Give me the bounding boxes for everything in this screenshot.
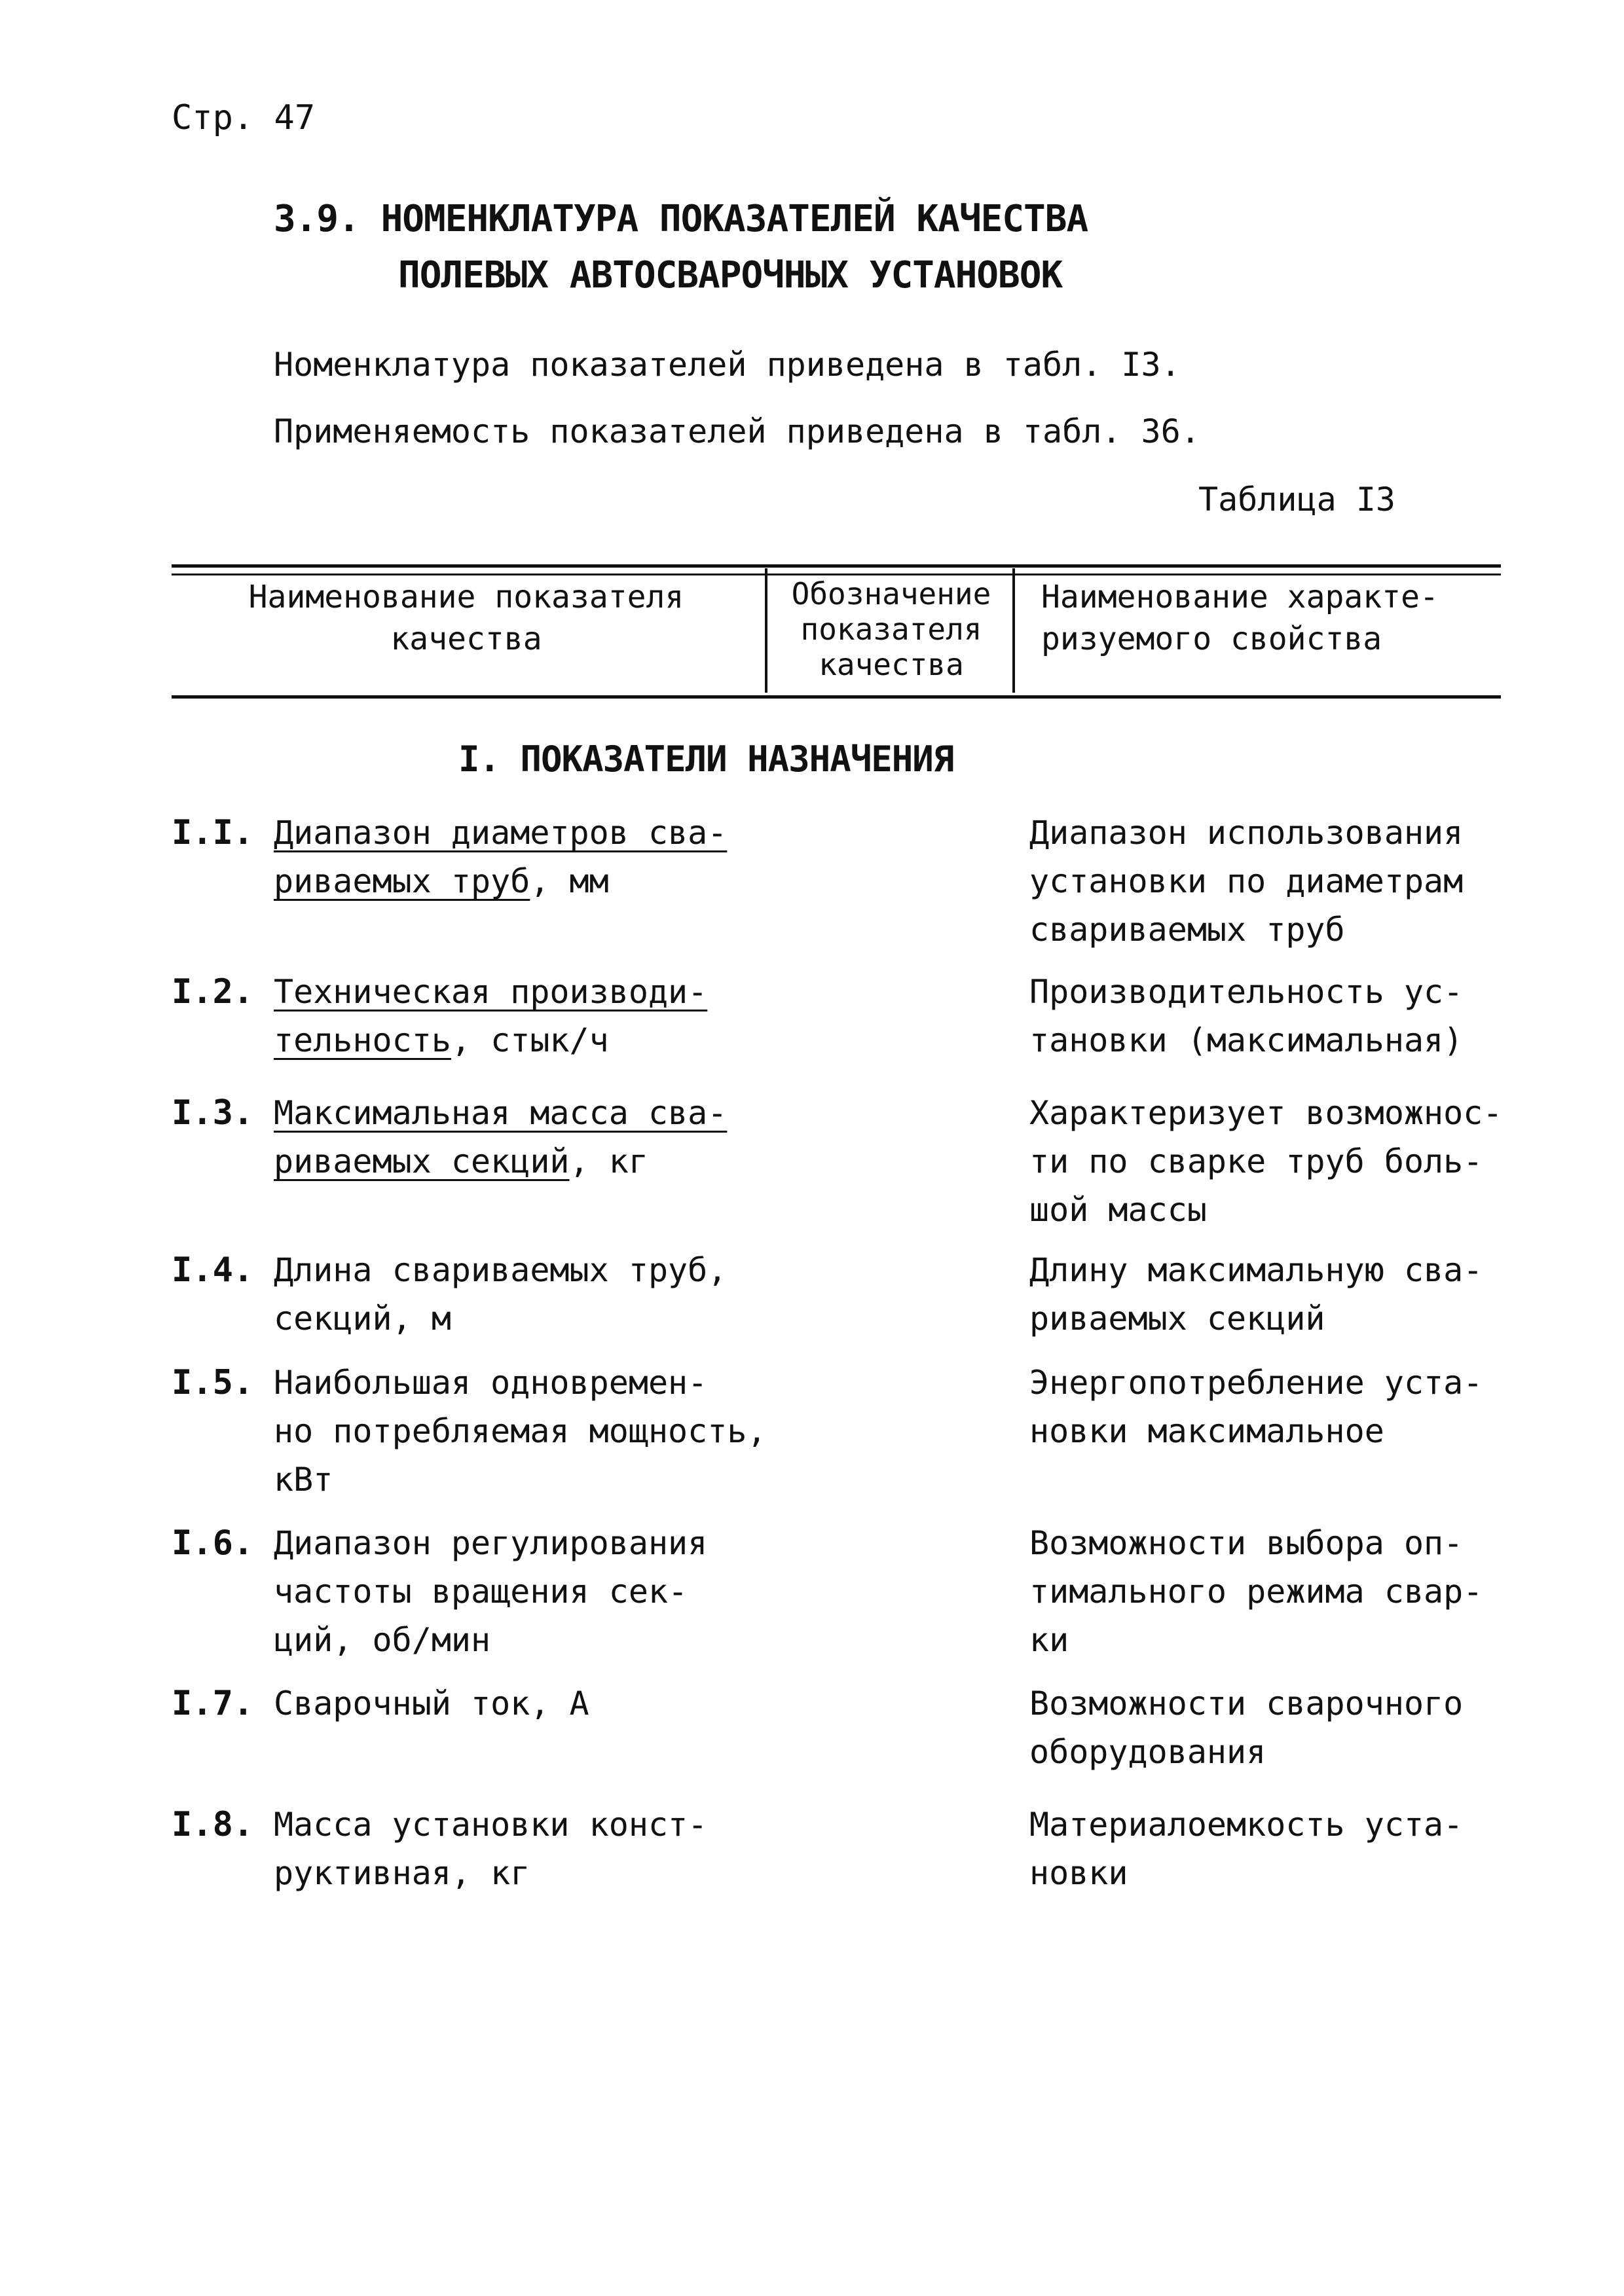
indicator-name: [274, 968, 837, 1065]
indicator-property: Материалоемкость уста- новки: [1029, 1806, 1464, 1892]
indicator-property: Производительность ус- тановки (максимальная): [1029, 973, 1464, 1059]
header-property-name: Наименование характе- ризуемого свойства: [1041, 579, 1439, 657]
indicator-name-text: , кг: [569, 1142, 648, 1180]
indicator-number: I.4.: [172, 1250, 254, 1290]
indicator-name: [274, 1800, 837, 1897]
indicator-property: Характеризует возможнос- ти по сварке труб боль- шой массы: [1029, 1094, 1503, 1229]
table-top-rule: [172, 564, 1501, 568]
indicator-name: [274, 1246, 837, 1343]
indicator-name-underlined: Техническая производи- тельность: [274, 973, 708, 1059]
indicator-name-text: Длина свариваемых труб, секций, м: [274, 1251, 728, 1338]
section-title: [274, 191, 1088, 304]
table-header-rule: [172, 695, 1501, 699]
indicator-number: I.7.: [172, 1684, 254, 1723]
indicator-number: I.6.: [172, 1523, 254, 1563]
header-separator-2: [1012, 568, 1015, 693]
indicator-name-underlined: Максимальная масса сва- риваемых секций: [274, 1094, 728, 1180]
header-quality-indicator-name: Наименование показателя качества: [248, 579, 684, 657]
indicator-name-underlined: Диапазон диаметров сва- риваемых труб: [274, 814, 728, 900]
indicator-name: [274, 1358, 837, 1504]
indicator-name-text: , стык/ч: [451, 1021, 609, 1059]
indicator-number: I.8.: [172, 1805, 254, 1844]
indicator-number: I.3.: [172, 1093, 254, 1133]
table-section-title: I. ПОКАЗАТЕЛИ НАЗНАЧЕНИЯ: [458, 738, 954, 780]
indicator-name: [274, 1089, 837, 1186]
indicator-name: [274, 1519, 837, 1664]
indicator-property: Возможности сварочного оборудования: [1029, 1685, 1464, 1771]
indicator-number: I.5.: [172, 1363, 254, 1402]
indicator-number: I.2.: [172, 972, 254, 1011]
table-label: Таблица I3: [1198, 481, 1396, 519]
indicator-property: Возможности выбора оп- тимального режима свар- ки: [1029, 1524, 1483, 1659]
intro-line-2: Применяемость показателей приведена в табл. 36.: [274, 412, 1200, 450]
indicator-name-text: Сварочный ток, А: [274, 1685, 589, 1722]
indicator-name: [274, 1679, 837, 1728]
indicator-property: Длину максимальную сва- риваемых секций: [1029, 1251, 1483, 1338]
header-separator-1: [765, 568, 767, 693]
indicator-name-text: Диапазон регулирования частоты вращения сек- ций, об/мин: [274, 1524, 708, 1659]
page-number: Стр. 47: [172, 98, 316, 137]
intro-line-1: Номенклатура показателей приведена в табл. I3.: [274, 346, 1181, 384]
header-indicator-designation: Обозначение показателя качества: [791, 576, 991, 682]
indicator-property: Энергопотребление уста- новки максимальное: [1029, 1364, 1483, 1450]
indicator-number: I.I.: [172, 813, 254, 852]
indicator-name: [274, 809, 837, 905]
indicator-name-text: Масса установки конст- руктивная, кг: [274, 1806, 708, 1892]
indicator-property: Диапазон использования установки по диаметрам свариваемых труб: [1029, 814, 1464, 949]
section-title-line-2: ПОЛЕВЫХ АВТОСВАРОЧНЫХ УСТАНОВОК: [398, 254, 1063, 297]
section-title-line-1: 3.9. НОМЕНКЛАТУРА ПОКАЗАТЕЛЕЙ КАЧЕСТВА: [274, 198, 1088, 240]
indicator-name-text: Наибольшая одновремен- но потребляемая мощность, кВт: [274, 1364, 767, 1499]
table-top-rule-inner: [172, 574, 1501, 575]
indicator-name-text: , мм: [530, 862, 609, 900]
